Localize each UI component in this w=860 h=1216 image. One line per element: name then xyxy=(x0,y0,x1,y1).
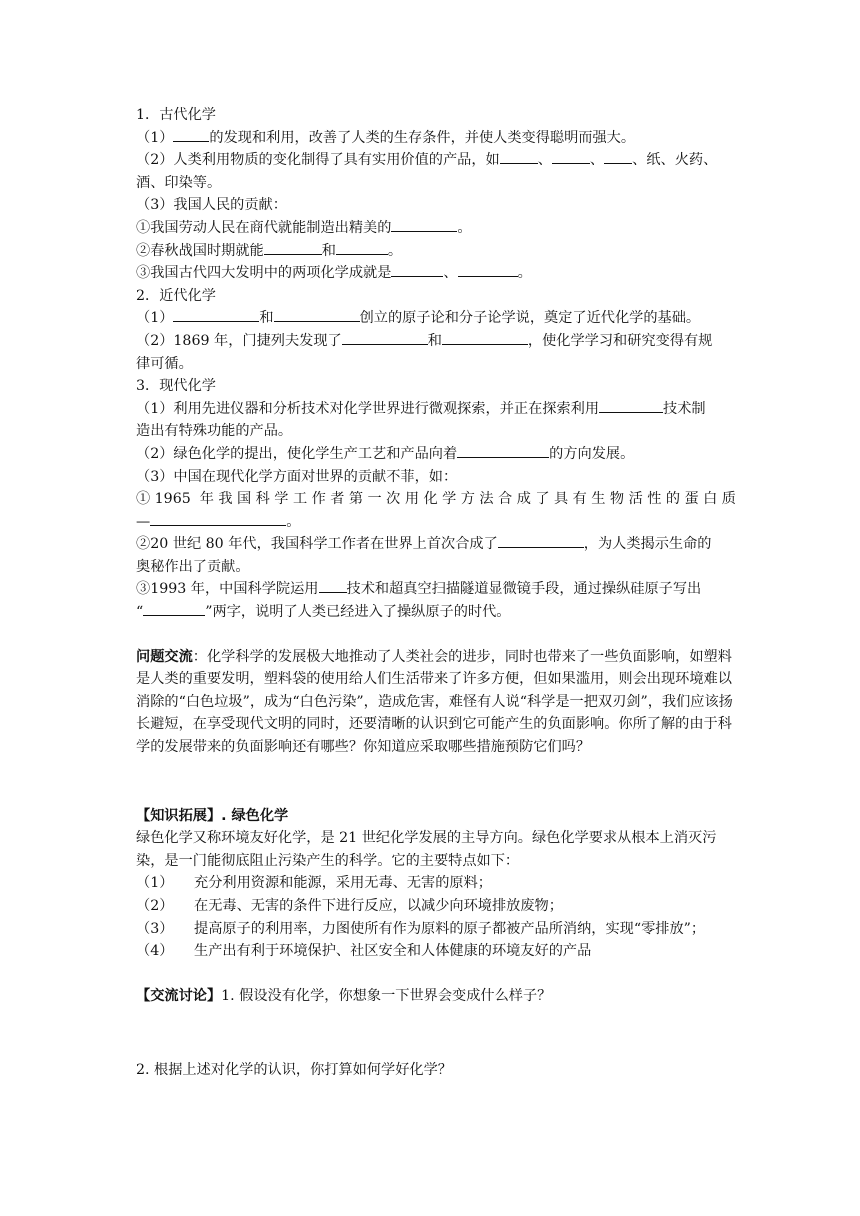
modern-line-6: ③1993 年，中国科学院运用 技术和超真空扫描隧道显微镜手段，通过操纵硅原子写出 xyxy=(136,578,736,601)
list-item: （2） 在无毒、无害的条件下进行反应，以减少向环境排放废物； xyxy=(136,898,563,914)
modern-line-4b: — 。 xyxy=(136,511,736,534)
fill-blank[interactable] xyxy=(264,240,322,255)
fill-blank[interactable] xyxy=(442,330,528,345)
fill-blank[interactable] xyxy=(457,443,549,458)
modern-line-1: （1）利用先进仪器和分析技术对化学世界进行微观探索，并正在探索利用 技术制 xyxy=(136,398,736,421)
fill-blank[interactable] xyxy=(150,511,286,526)
fill-blank[interactable] xyxy=(173,307,259,322)
extension-title: 【知识拓展】. 绿色化学 xyxy=(136,807,289,824)
fill-blank[interactable] xyxy=(274,307,360,322)
modern-line-3: （3）中国在现代化学方面对世界的贡献不菲，如： xyxy=(136,468,458,485)
question-text: ：化学科学的发展极大地推动了人类社会的进步，同时也带来了一些负面影响，如塑料是人类的重要发明，塑料袋的使用给人们生活带来了许多方便，但如果滥用，则会出现环境难以消除的“白色垃圾”，成为“白色污染”，造成危害，难怪有人说“科学是一把双刃剑”，我们应该扬长避短，在享受现代文明的同时，还要清晰的认识到它可能产生的负面影响。你所了解的由于科学的发展带来的负面影响还有哪些？你知道应采取哪些措施预防它们吗？ xyxy=(136,648,733,756)
modern-line-4: ①1965 年我国科学工作者第一次用化学方法合成了具有生物活性的蛋白质 xyxy=(136,491,736,508)
discussion-q2: 2. 根据上述对化学的认识，你打算如何学好化学？ xyxy=(136,1062,452,1079)
modern-line-1b: 造出有特殊功能的产品。 xyxy=(136,423,293,440)
extension-intro: 绿色化学又称环境友好化学，是 21 世纪化学发展的主导方向。绿色化学要求从根本上消灭污染，是一门能彻底阻止污染产生的科学。它的主要特点如下： xyxy=(136,830,717,869)
section-heading-modern: 3．现代化学 xyxy=(136,378,216,395)
fill-blank[interactable] xyxy=(336,240,388,255)
fill-blank[interactable] xyxy=(599,398,663,413)
ancient-line-1: （1） 的发现和利用，改善了人类的生存条件，并使人类变得聪明而强大。 xyxy=(136,127,736,150)
fill-blank[interactable] xyxy=(319,578,347,593)
fill-blank[interactable] xyxy=(391,217,457,232)
modern-line-5b: 奥秘作出了贡献。 xyxy=(136,558,250,575)
ancient-line-6: ③我国古代四大发明中的两项化学成就是 、 。 xyxy=(136,262,736,285)
ancient-line-2: （2）人类利用物质的变化制得了具有实用价值的产品，如 、 、 、纸、火药、 xyxy=(136,149,736,172)
fill-blank[interactable] xyxy=(458,262,518,277)
question-label: 问题交流 xyxy=(136,648,193,665)
fill-blank[interactable] xyxy=(342,330,428,345)
discussion-label: 【交流讨论】 xyxy=(136,987,222,1004)
document-page xyxy=(136,104,736,1082)
fill-blank[interactable] xyxy=(500,149,538,164)
fill-blank[interactable] xyxy=(391,262,443,277)
modern-line-5: ②20 世纪 80 年代，我国科学工作者在世界上首次合成了 ，为人类揭示生命的 xyxy=(136,533,736,556)
list-item: （3） 提高原子的利用率，力图使所有作为原料的原子都被产品所消纳，实现“零排放”； xyxy=(136,920,706,937)
list-item: （1） 充分利用资源和能源，采用无毒、无害的原料； xyxy=(136,875,492,892)
discussion-q1: 【交流讨论】1. 假设没有化学，你想象一下世界会变成什么样子？ xyxy=(136,987,552,1004)
ancient-line-5: ②春秋战国时期就能 和 。 xyxy=(136,240,736,263)
ancient-line-3: （3）我国人民的贡献： xyxy=(136,197,287,214)
fill-blank[interactable] xyxy=(173,127,209,142)
question-exchange xyxy=(136,646,736,759)
modern-line-6b: “ ”两字，说明了人类已经进入了操纵原子的时代。 xyxy=(136,601,736,624)
ancient-line-2b: 酒、印染等。 xyxy=(136,174,222,191)
section-heading-modern-early: 2．近代化学 xyxy=(136,287,216,304)
modern-early-line-2b: 律可循。 xyxy=(136,355,193,372)
fill-blank[interactable] xyxy=(604,149,632,164)
fill-blank[interactable] xyxy=(143,601,205,616)
section-heading-ancient: 1．古代化学 xyxy=(136,107,216,123)
list-item: （4） 生产出有利于环境保护、社区安全和人体健康的环境友好的产品 xyxy=(136,943,592,960)
modern-early-line-1: （1） 和 创立的原子论和分子论学说，奠定了近代化学的基础。 xyxy=(136,307,736,330)
fill-blank[interactable] xyxy=(498,533,584,548)
ancient-line-4: ①我国劳动人民在商代就能制造出精美的 。 xyxy=(136,217,736,240)
modern-line-2: （2）绿色化学的提出，使化学生产工艺和产品向着 的方向发展。 xyxy=(136,443,736,466)
fill-blank[interactable] xyxy=(552,149,590,164)
modern-early-line-2: （2）1869 年，门捷列夫发现了 和 ，使化学学习和研究变得有规 xyxy=(136,330,736,353)
